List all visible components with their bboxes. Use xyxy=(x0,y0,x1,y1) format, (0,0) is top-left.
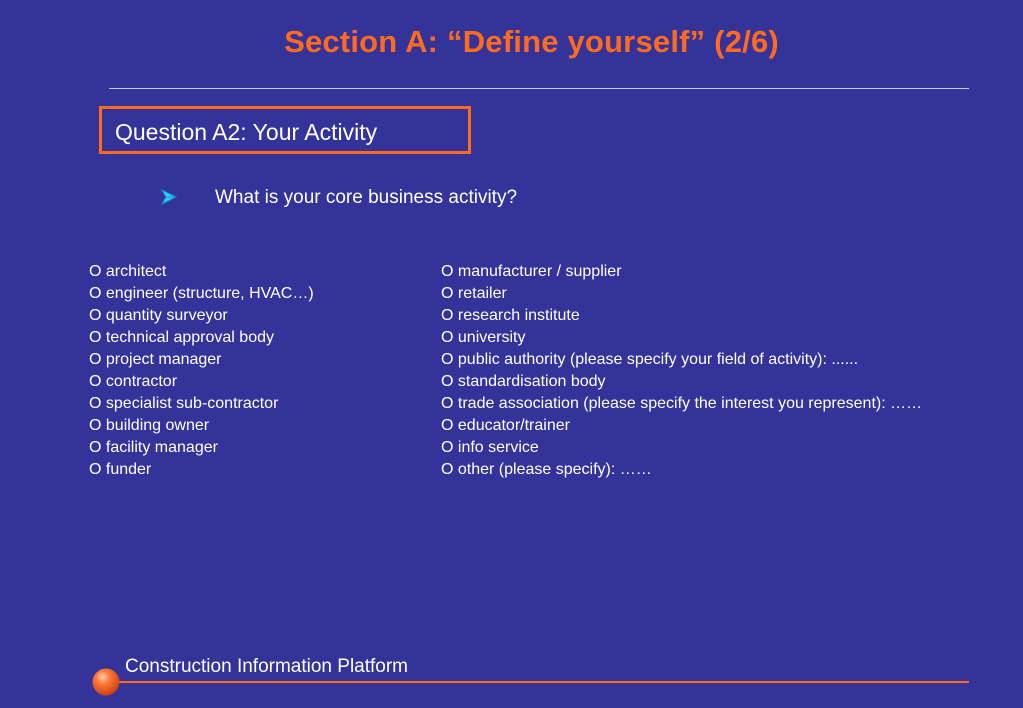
option-item[interactable]: O manufacturer / supplier xyxy=(441,263,622,280)
option-item[interactable]: O funder xyxy=(89,461,152,478)
question-box xyxy=(99,106,471,154)
question-prompt: What is your core business activity? xyxy=(215,187,518,208)
orange-sphere-icon xyxy=(91,667,121,697)
title-divider xyxy=(109,88,969,89)
option-item[interactable]: O educator/trainer xyxy=(441,417,570,434)
option-item[interactable]: O specialist sub-contractor xyxy=(89,395,279,412)
option-item[interactable]: O facility manager xyxy=(89,439,218,456)
option-item[interactable]: O university xyxy=(441,329,526,346)
option-item[interactable]: O building owner xyxy=(89,417,210,434)
slide-title: Section A: “Define yourself” (2/6) xyxy=(284,24,779,59)
option-item[interactable]: O retailer xyxy=(441,285,507,302)
option-item[interactable]: O project manager xyxy=(89,351,222,368)
option-item[interactable]: O research institute xyxy=(441,307,580,324)
option-item[interactable]: O architect xyxy=(89,263,167,280)
option-item[interactable]: O quantity surveyor xyxy=(89,307,228,324)
option-item[interactable]: O trade association (please specify the interest you represent): …… xyxy=(441,395,923,412)
arrow-bullet-icon xyxy=(160,189,178,205)
option-item[interactable]: O contractor xyxy=(89,373,178,390)
option-item[interactable]: O standardisation body xyxy=(441,373,606,390)
option-item[interactable]: O info service xyxy=(441,439,539,456)
option-item[interactable]: O other (please specify): …… xyxy=(441,461,652,478)
options-list-left xyxy=(89,261,314,481)
footer-divider xyxy=(110,681,969,683)
footer-platform-name: Construction Information Platform xyxy=(125,656,409,677)
question-label: Question A2: Your Activity xyxy=(115,119,378,145)
option-item[interactable]: O engineer (structure, HVAC…) xyxy=(89,285,314,302)
option-item[interactable]: O technical approval body xyxy=(89,329,274,346)
option-item[interactable]: O public authority (please specify your field of activity): ...... xyxy=(441,351,859,368)
options-list-right xyxy=(441,261,922,481)
